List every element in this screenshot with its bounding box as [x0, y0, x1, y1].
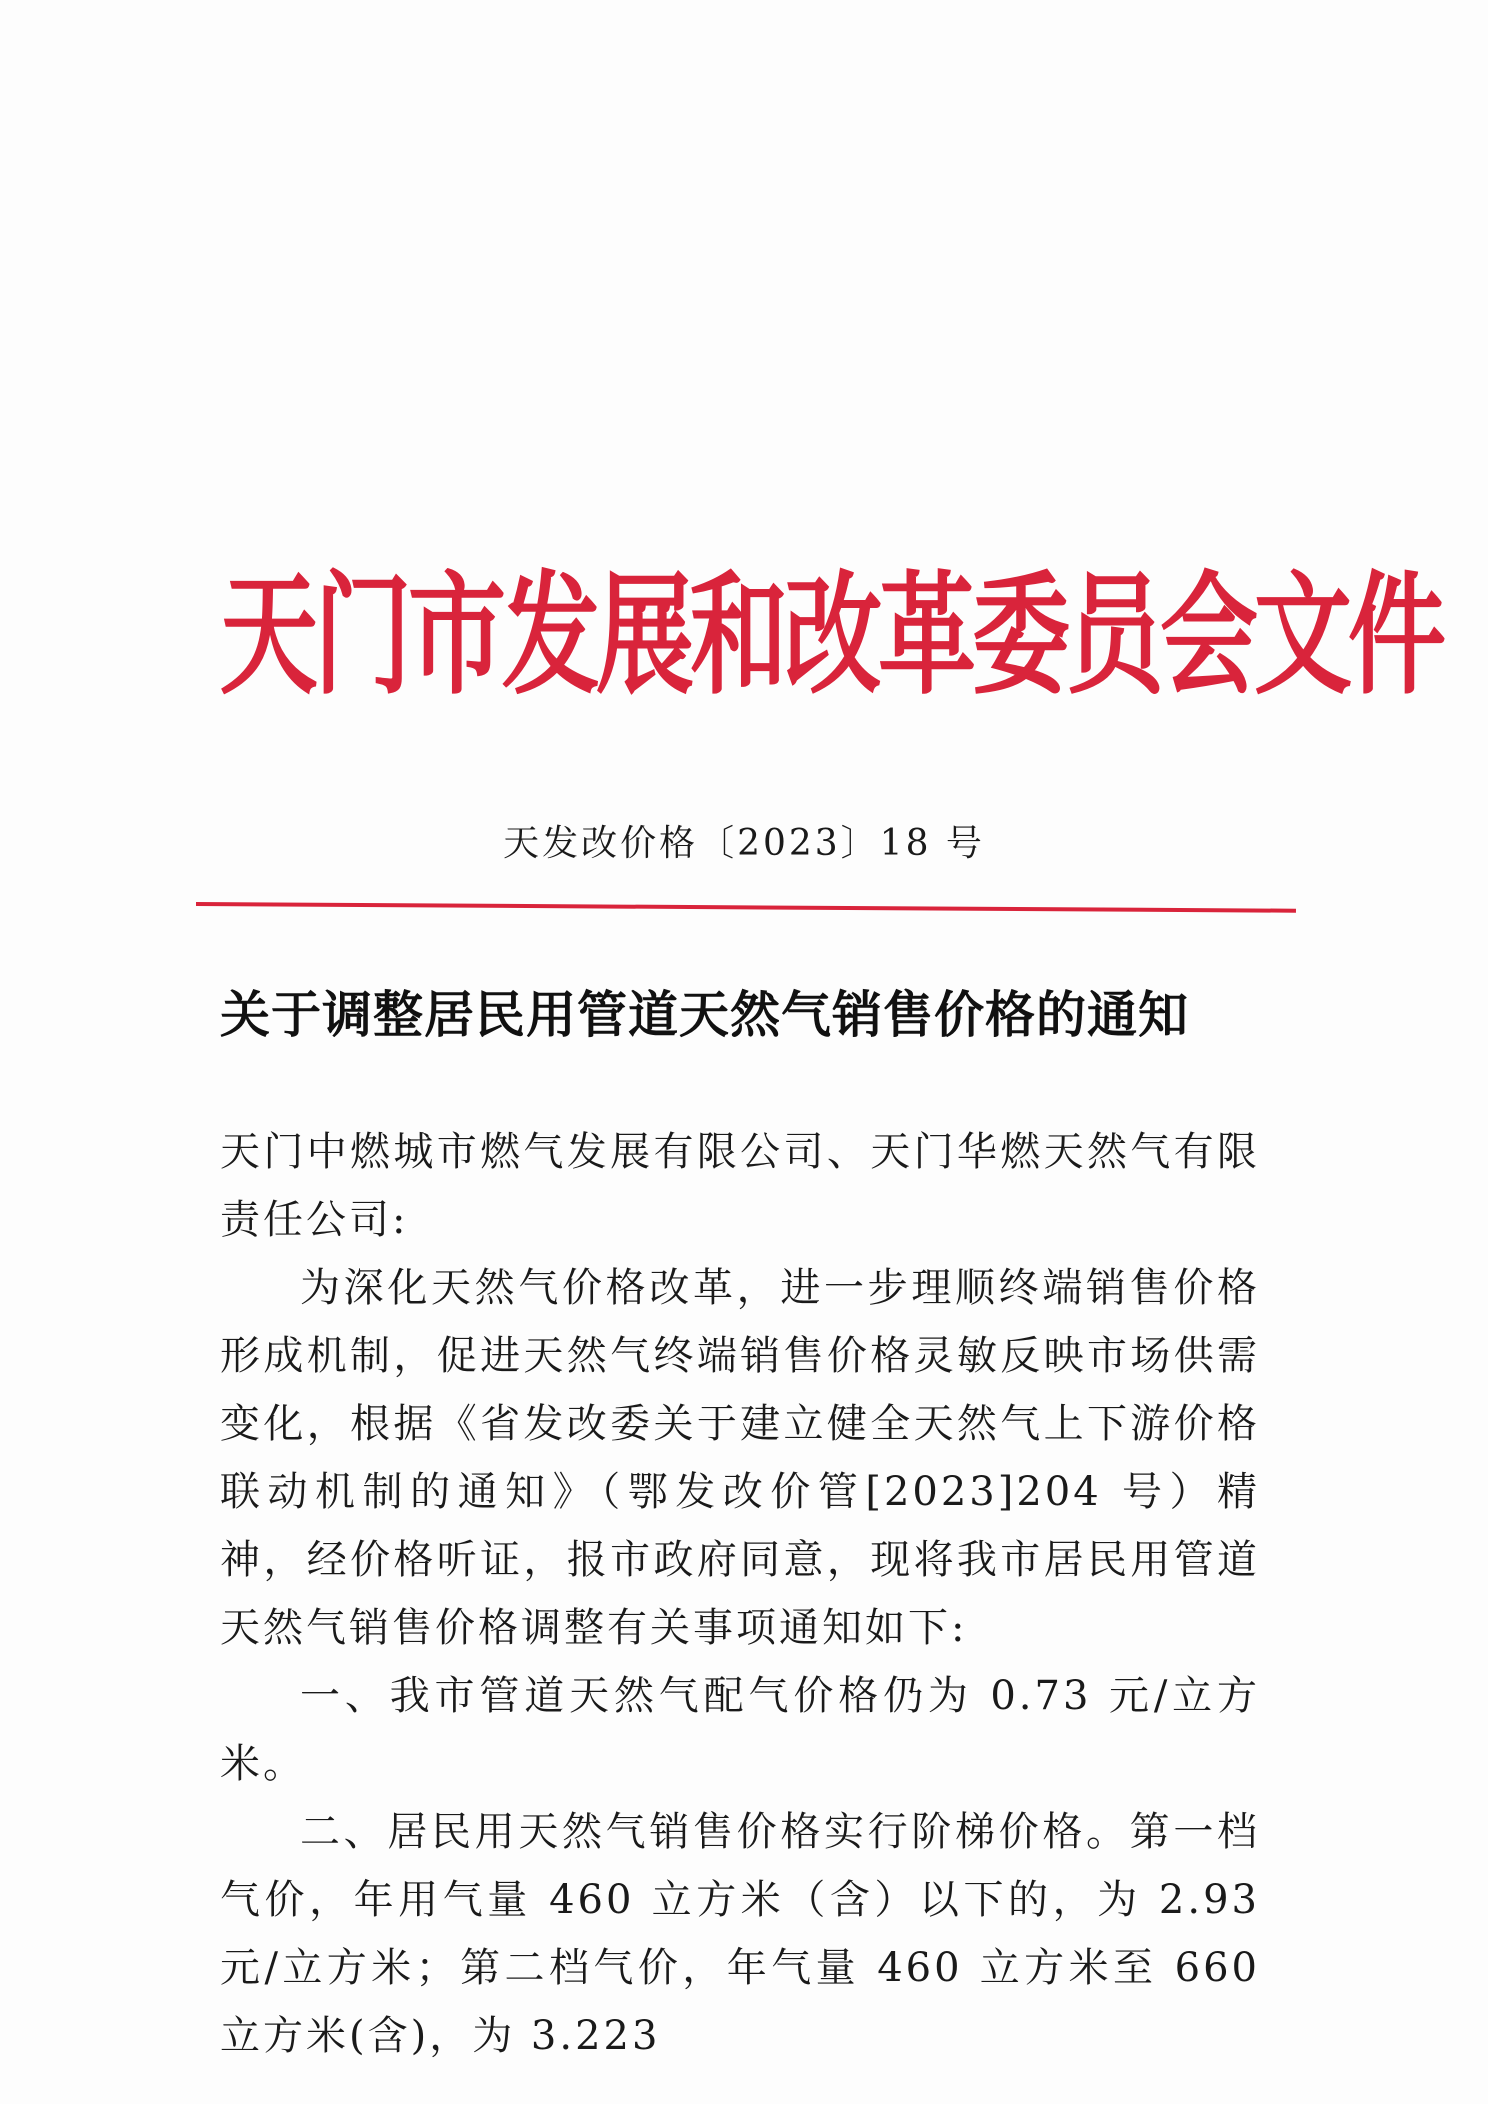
body-paragraph-item-1: 一、我市管道天然气配气价格仍为 0.73 元/立方米。 [220, 1673, 1260, 1787]
recipients-line: 天门中燃城市燃气发展有限公司、天门华燃天然气有限责任公司: [220, 1129, 1260, 1243]
red-divider-rule [196, 902, 1296, 913]
issuing-authority-title: 天门市发展和改革委员会文件 [220, 559, 1443, 714]
notice-title: 关于调整居民用管道天然气销售价格的通知 [220, 986, 1189, 1044]
body-paragraph-item-2: 二、居民用天然气销售价格实行阶梯价格。第一档气价，年用气量 460 立方米（含）以下的，为 2.93 元/立方米；第二档气价，年气量 460 立方米至 660 立方米(含)，为 3.223 [220, 1809, 1260, 2059]
document-number: 天发改价格〔2023〕18 号 [503, 823, 985, 864]
notice-body [220, 1118, 1260, 2070]
body-paragraph-intro: 为深化天然气价格改革，进一步理顺终端销售价格形成机制，促进天然气终端销售价格灵敏反映市场供需变化，根据《省发改委关于建立健全天然气上下游价格联动机制的通知》（鄂发改价管[2023]204 号）精神，经价格听证，报市政府同意，现将我市居民用管道天然气销售价格调整有关事项通知如下: [220, 1265, 1260, 1651]
